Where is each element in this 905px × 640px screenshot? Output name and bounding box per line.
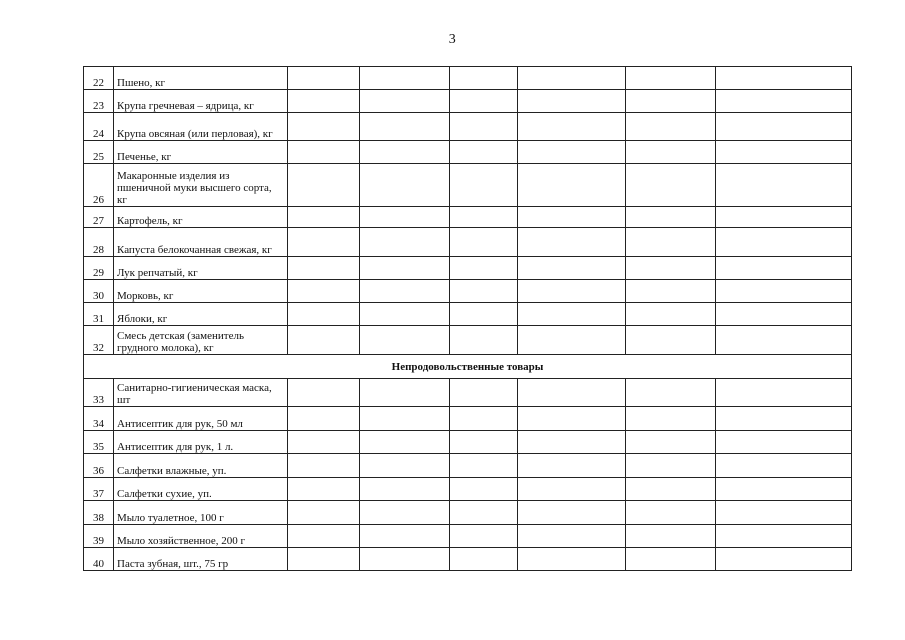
empty-cell — [626, 548, 716, 571]
table-row — [84, 113, 852, 141]
empty-cell — [716, 164, 852, 207]
empty-cell — [360, 280, 450, 303]
empty-cell — [626, 113, 716, 141]
empty-cell — [360, 379, 450, 407]
empty-cell — [716, 326, 852, 355]
empty-cell — [626, 228, 716, 257]
empty-cell — [288, 280, 360, 303]
item-name: Крупа овсяная (или перловая), кг — [114, 113, 288, 141]
item-name: Капуста белокочанная свежая, кг — [114, 228, 288, 257]
empty-cell — [716, 454, 852, 478]
empty-cell — [716, 280, 852, 303]
table-row — [84, 548, 852, 571]
empty-cell — [626, 326, 716, 355]
row-number: 38 — [84, 501, 114, 525]
row-number: 23 — [84, 90, 114, 113]
row-number: 30 — [84, 280, 114, 303]
page-number: 3 — [448, 32, 457, 47]
empty-cell — [360, 525, 450, 548]
item-name: Печенье, кг — [114, 141, 288, 164]
empty-cell — [518, 303, 626, 326]
item-name: Лук репчатый, кг — [114, 257, 288, 280]
item-name: Пшено, кг — [114, 67, 288, 90]
row-number: 28 — [84, 228, 114, 257]
empty-cell — [360, 113, 450, 141]
table-row — [84, 207, 852, 228]
empty-cell — [360, 67, 450, 90]
empty-cell — [716, 303, 852, 326]
item-name: Антисептик для рук, 1 л. — [114, 431, 288, 454]
empty-cell — [450, 303, 518, 326]
empty-cell — [360, 548, 450, 571]
empty-cell — [450, 525, 518, 548]
table-row — [84, 501, 852, 525]
row-number: 36 — [84, 454, 114, 478]
empty-cell — [450, 113, 518, 141]
nonfood-rows — [84, 379, 852, 571]
empty-cell — [716, 501, 852, 525]
empty-cell — [626, 257, 716, 280]
item-name: Мыло туалетное, 100 г — [114, 501, 288, 525]
empty-cell — [518, 454, 626, 478]
table-row — [84, 90, 852, 113]
item-name: Санитарно-гигиеническая маска, шт — [114, 379, 288, 407]
table-row — [84, 67, 852, 90]
empty-cell — [716, 525, 852, 548]
empty-cell — [626, 67, 716, 90]
empty-cell — [518, 379, 626, 407]
row-number: 39 — [84, 525, 114, 548]
empty-cell — [450, 67, 518, 90]
empty-cell — [626, 90, 716, 113]
item-name: Салфетки сухие, уп. — [114, 478, 288, 501]
goods-table — [83, 66, 852, 571]
table-row — [84, 280, 852, 303]
empty-cell — [288, 90, 360, 113]
table-row — [84, 141, 852, 164]
empty-cell — [450, 548, 518, 571]
table-row — [84, 257, 852, 280]
row-number: 37 — [84, 478, 114, 501]
empty-cell — [450, 257, 518, 280]
empty-cell — [360, 228, 450, 257]
empty-cell — [288, 431, 360, 454]
table-row — [84, 379, 852, 407]
empty-cell — [626, 379, 716, 407]
row-number: 26 — [84, 164, 114, 207]
empty-cell — [288, 141, 360, 164]
table-row — [84, 407, 852, 431]
empty-cell — [626, 407, 716, 431]
empty-cell — [288, 407, 360, 431]
empty-cell — [518, 67, 626, 90]
item-name: Антисептик для рук, 50 мл — [114, 407, 288, 431]
empty-cell — [716, 548, 852, 571]
empty-cell — [450, 407, 518, 431]
empty-cell — [288, 303, 360, 326]
row-number: 31 — [84, 303, 114, 326]
empty-cell — [518, 257, 626, 280]
row-number: 25 — [84, 141, 114, 164]
row-number: 32 — [84, 326, 114, 355]
empty-cell — [288, 67, 360, 90]
empty-cell — [288, 164, 360, 207]
table-row — [84, 525, 852, 548]
item-name: Яблоки, кг — [114, 303, 288, 326]
empty-cell — [288, 454, 360, 478]
table-row — [84, 454, 852, 478]
empty-cell — [360, 257, 450, 280]
empty-cell — [716, 257, 852, 280]
row-number: 33 — [84, 379, 114, 407]
table-row — [84, 303, 852, 326]
row-number: 27 — [84, 207, 114, 228]
empty-cell — [450, 207, 518, 228]
section-title: Непродовольственные товары — [84, 355, 852, 379]
empty-cell — [288, 501, 360, 525]
empty-cell — [360, 303, 450, 326]
empty-cell — [450, 90, 518, 113]
empty-cell — [626, 164, 716, 207]
row-number: 29 — [84, 257, 114, 280]
empty-cell — [518, 90, 626, 113]
table-row — [84, 431, 852, 454]
empty-cell — [716, 407, 852, 431]
empty-cell — [716, 141, 852, 164]
row-number: 35 — [84, 431, 114, 454]
empty-cell — [716, 113, 852, 141]
empty-cell — [518, 407, 626, 431]
item-name: Салфетки влажные, уп. — [114, 454, 288, 478]
table-row — [84, 164, 852, 207]
row-number: 22 — [84, 67, 114, 90]
empty-cell — [518, 113, 626, 141]
empty-cell — [360, 501, 450, 525]
empty-cell — [518, 326, 626, 355]
empty-cell — [450, 379, 518, 407]
empty-cell — [450, 478, 518, 501]
empty-cell — [360, 326, 450, 355]
empty-cell — [518, 548, 626, 571]
empty-cell — [716, 207, 852, 228]
empty-cell — [518, 478, 626, 501]
item-name: Морковь, кг — [114, 280, 288, 303]
empty-cell — [518, 431, 626, 454]
empty-cell — [518, 280, 626, 303]
empty-cell — [716, 67, 852, 90]
empty-cell — [716, 478, 852, 501]
empty-cell — [360, 164, 450, 207]
empty-cell — [518, 525, 626, 548]
empty-cell — [360, 407, 450, 431]
empty-cell — [716, 379, 852, 407]
empty-cell — [288, 228, 360, 257]
empty-cell — [450, 454, 518, 478]
item-name: Картофель, кг — [114, 207, 288, 228]
empty-cell — [360, 207, 450, 228]
empty-cell — [626, 207, 716, 228]
item-name: Макаронные изделия из пшеничной муки высшего сорта, кг — [114, 164, 288, 207]
table-row — [84, 228, 852, 257]
empty-cell — [518, 207, 626, 228]
empty-cell — [518, 501, 626, 525]
empty-cell — [288, 525, 360, 548]
empty-cell — [288, 326, 360, 355]
row-number: 40 — [84, 548, 114, 571]
item-name: Паста зубная, шт., 75 гр — [114, 548, 288, 571]
section-header — [84, 355, 852, 379]
empty-cell — [450, 431, 518, 454]
empty-cell — [288, 548, 360, 571]
row-number: 24 — [84, 113, 114, 141]
row-number: 34 — [84, 407, 114, 431]
empty-cell — [288, 113, 360, 141]
empty-cell — [626, 478, 716, 501]
empty-cell — [518, 141, 626, 164]
empty-cell — [626, 431, 716, 454]
empty-cell — [626, 525, 716, 548]
empty-cell — [518, 164, 626, 207]
empty-cell — [288, 478, 360, 501]
empty-cell — [288, 257, 360, 280]
empty-cell — [626, 501, 716, 525]
table-row — [84, 478, 852, 501]
empty-cell — [626, 454, 716, 478]
food-rows — [84, 67, 852, 355]
empty-cell — [450, 141, 518, 164]
empty-cell — [450, 280, 518, 303]
empty-cell — [450, 501, 518, 525]
item-name: Крупа гречневая – ядрица, кг — [114, 90, 288, 113]
empty-cell — [626, 303, 716, 326]
empty-cell — [450, 326, 518, 355]
empty-cell — [716, 431, 852, 454]
empty-cell — [360, 90, 450, 113]
empty-cell — [518, 228, 626, 257]
empty-cell — [450, 164, 518, 207]
item-name: Мыло хозяйственное, 200 г — [114, 525, 288, 548]
empty-cell — [288, 207, 360, 228]
table-row — [84, 326, 852, 355]
empty-cell — [450, 228, 518, 257]
empty-cell — [360, 478, 450, 501]
item-name: Смесь детская (заменитель грудного молока), кг — [114, 326, 288, 355]
empty-cell — [626, 280, 716, 303]
empty-cell — [626, 141, 716, 164]
empty-cell — [360, 454, 450, 478]
empty-cell — [716, 90, 852, 113]
empty-cell — [360, 141, 450, 164]
empty-cell — [360, 431, 450, 454]
empty-cell — [716, 228, 852, 257]
empty-cell — [288, 379, 360, 407]
